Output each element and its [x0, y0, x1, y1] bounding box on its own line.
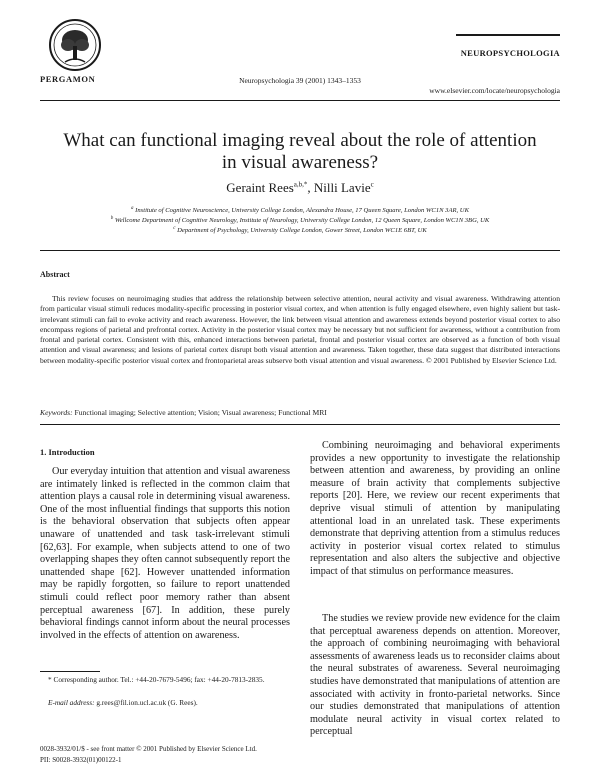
affiliation — [0, 216, 600, 224]
publisher-name: PERGAMON — [40, 74, 96, 84]
body-paragraph: The studies we review provide new evidence for the claim that perceptual awareness depends on attention. Moreover, the approach of combining neuroimaging with behavioral assessments of awareness leads us to reconsider claims about the neural substrates of awareness. Several neuroimaging studies have demonstrated that manipulations of attention are associated with activity in fronto-parietal networks. Since our studies demonstrated that manipulations of attention modulate neural activity in visual cortex related to perceptual — [310, 613, 560, 738]
keywords-list: Functional imaging; Selective attention; Vision; Visual awareness; Functional MRI — [72, 408, 327, 417]
pii-line: PII: S0028-3932(01)00122-1 — [40, 756, 122, 764]
journal-url[interactable]: www.elsevier.com/locate/neuropsychologia — [429, 86, 560, 95]
email-label: E-mail address: — [48, 698, 95, 707]
affiliation-text: Wellcome Department of Cognitive Neurology, Institute of Neurology, University College London, 12 Queen Square, London WC1N 3BG, UK — [114, 217, 490, 225]
journal-bar — [456, 34, 560, 36]
title-divider — [40, 250, 560, 251]
affiliation — [0, 206, 600, 214]
body-paragraph: Combining neuroimaging and behavioral experiments provides a new opportunity to investigate the relationship between attention and awareness, by providing an online measure of brain activity that complements subjective reports [20]. Here, we review our recent experiments that deprive visual stimuli of attention by manipulating attentional load in an unrelated task. These experiments demonstrate that depriving attention from a stimulus reduces activity in posterior visual cortex related to stimulus representation and also alters the subjective and objective impact of that stimulus on performance measures. — [310, 440, 560, 577]
abstract-text: This review focuses on neuroimaging studies that address the relationship between selective attention, neural activity and visual awareness. Withdrawing attention from particular visual stimuli reduces modality-specific processing in posterior visual cortex, and when attention is fully engaged elsewhere, even highly salient but task-irrelevant stimuli can fail to evoke activity and reach awareness. However, the link between visual attention and awareness extends beyond posterior visual cortex to also encompass regions of parietal and prefrontal cortex. Activity in the posterior visual cortex may be necessary but not sufficient for awareness, without a contribution from frontal and parietal cortex. Consistent with this, enhanced interactions between parietal, frontal and posterior visual cortex are observed as a function of both visual attention and visual awareness; and lesions of parietal cortex disrupt both visual attention and awareness. Taken together, these data suggest that distributed interactions between modality-specific posterior visual cortex and frontoparietal areas subserve both visual attention and visual awareness. © 2001 Published by Elsevier Science Ltd. — [40, 294, 560, 365]
footnote-rule — [40, 671, 100, 672]
abstract-divider — [40, 424, 560, 425]
elsevier-tree-logo — [48, 18, 102, 72]
affiliation — [0, 226, 600, 234]
author-superscript: a,b,* — [293, 180, 308, 189]
affiliation-marker: a — [131, 206, 134, 211]
author-line — [0, 180, 600, 196]
corresponding-author-note: * Corresponding author. Tel.: +44-20-7679-5496; fax: +44-20-7813-2835. — [48, 675, 265, 684]
affiliation-text: Department of Psychology, University College London, Gower Street, London WC1E 6BT, UK — [177, 227, 427, 235]
keywords — [40, 408, 560, 417]
body-paragraph: Our everyday intuition that attention and visual awareness are intimately linked is reflected in the common claim that attention plays a causal role in determining visual awareness. One of the most influential findings that supports this notion is the behavioral observation that subjects often appear unaware of unattended and task task-irrelevant stimuli [62,63]. For example, when subjects attend to one of two overlapping shapes they often cannot subsequently report the unattended shape [62]. However unattended information may be rapidly forgotten, so failure to report unattended stimuli could reflect poor memory rather than absent perceptual awareness [67]. In addition, these purely behavioral findings cannot inform about the neural processes involved in the effects of attention on awareness. — [40, 466, 290, 641]
author-name: Geraint Rees — [226, 180, 294, 195]
author-superscript: c — [370, 180, 374, 189]
affiliation-text: Institute of Cognitive Neuroscience, University College London, Alexandra House, 17 Queen Square, London WC1N 3AR, UK — [135, 207, 469, 215]
article-title: What can functional imaging reveal about the role of attention in visual awareness? — [63, 130, 537, 173]
section-heading: 1. Introduction — [40, 447, 95, 457]
author-name: Nilli Lavie — [313, 180, 371, 195]
email-address[interactable]: g.rees@fil.ion.ucl.ac.uk (G. Rees). — [94, 698, 198, 707]
affiliation-marker: c — [173, 226, 176, 231]
journal-name: NEUROPSYCHOLOGIA — [460, 48, 560, 58]
author-separator: , — [307, 180, 314, 195]
journal-citation: Neuropsychologia 39 (2001) 1343–1353 — [239, 76, 361, 85]
affiliation-marker: b — [110, 216, 114, 221]
keywords-label: Keywords: — [40, 408, 73, 417]
email-note — [40, 698, 290, 708]
abstract-heading: Abstract — [40, 270, 70, 279]
copyright-line: 0028-3932/01/$ - see front matter © 2001 Published by Elsevier Science Ltd. — [40, 745, 257, 753]
header-divider — [40, 100, 560, 101]
